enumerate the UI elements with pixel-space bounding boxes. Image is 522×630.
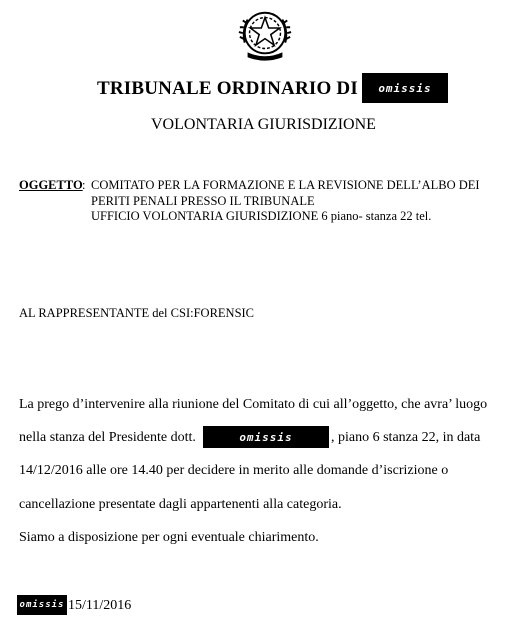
document-subtitle: VOLONTARIA GIURISDIZIONE [151, 116, 376, 133]
subject-line: COMITATO PER LA FORMAZIONE E LA REVISIONE DELL’ALBO DEI [91, 178, 480, 192]
body-line: , piano 6 stanza 22, in data [331, 430, 481, 445]
redacted-city: omissis [17, 595, 67, 615]
redacted-president-name: omissis [203, 426, 329, 448]
phone-number-whiteout [440, 207, 510, 221]
body-line: La prego d’intervenire alla riunione del Comitato di cui all’oggetto, che avra’ luogo [19, 397, 488, 412]
body-line: Siamo a disposizione per ogni eventuale chiarimento. [19, 530, 319, 545]
italian-republic-emblem-icon [236, 4, 294, 64]
body-line: 14/12/2016 alle ore 14.40 per decidere in merito alle domande d’iscrizione o [19, 463, 449, 478]
redacted-court-name: omissis [362, 73, 448, 103]
recipient-line: AL RAPPRESENTANTE del CSI:FORENSIC [19, 306, 255, 320]
document-date: 15/11/2016 [68, 598, 132, 613]
subject-label: OGGETTO [19, 178, 83, 192]
subject-line: UFFICIO VOLONTARIA GIURISDIZIONE 6 piano- stanza 22 tel. [91, 209, 432, 223]
subject-line: PERITI PENALI PRESSO IL TRIBUNALE [91, 194, 315, 208]
body-line: cancellazione presentate dagli appartenenti alla categoria. [19, 497, 342, 512]
subject-colon: : [82, 178, 86, 192]
body-line: nella stanza del Presidente dott. [19, 430, 196, 445]
court-title: TRIBUNALE ORDINARIO DI [97, 78, 358, 99]
